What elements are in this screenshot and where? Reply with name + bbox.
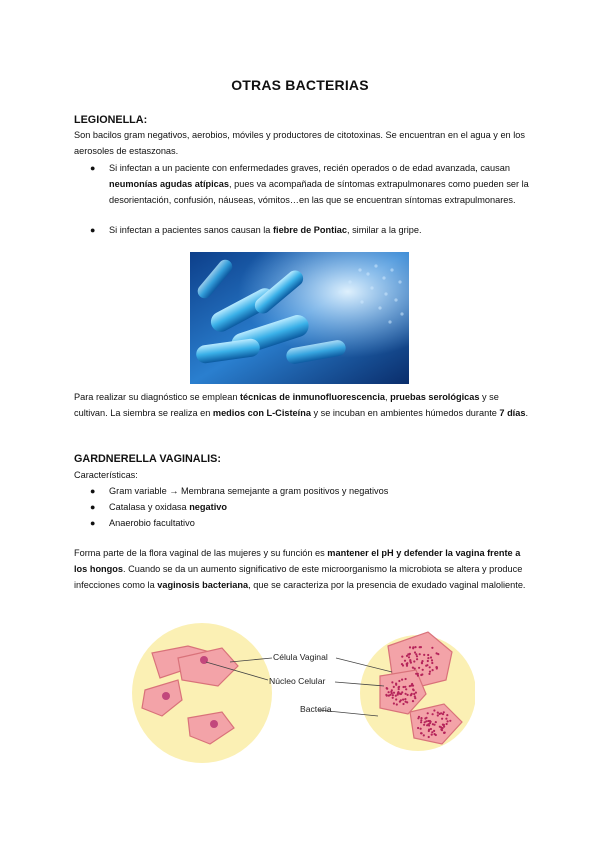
legionella-bullet-2 xyxy=(90,222,530,238)
bacterium xyxy=(413,693,415,695)
bacterium xyxy=(404,660,406,662)
bacterium xyxy=(427,654,429,656)
gardnerella-heading: GARDNERELLA VAGINALIS: xyxy=(74,453,221,465)
item-text: Gram variable → Membrana semejante a gram positivos y negativos xyxy=(109,486,389,496)
item-text: Catalasa y oxidasa xyxy=(109,502,190,512)
bullet-text: Si infectan a un paciente con enfermedades graves, recién operados o de edad avanzada, causan xyxy=(109,163,510,173)
bacterium xyxy=(388,691,390,693)
bacterium xyxy=(415,653,417,655)
bacterium xyxy=(399,693,401,695)
bacterium xyxy=(389,694,391,696)
gardnerella-item-3 xyxy=(90,515,530,531)
bacterium xyxy=(408,656,410,658)
diag-text: , xyxy=(385,392,391,402)
bacterium xyxy=(425,665,427,667)
bacterium xyxy=(420,719,422,721)
bullet-dot: ● xyxy=(90,225,96,235)
item-text: Anaerobio facultativo xyxy=(109,518,195,528)
diag-text: y se incuban en ambientes húmedos durante xyxy=(310,408,500,418)
legionella-micrograph-image xyxy=(190,252,409,384)
bacterium xyxy=(410,684,412,686)
bacterium xyxy=(412,688,414,690)
bacterium xyxy=(397,692,399,694)
diag-text: Para realizar su diagnóstico se emplean xyxy=(74,392,240,402)
bacterium xyxy=(427,723,429,725)
bacterium xyxy=(427,720,429,722)
bacterium xyxy=(409,646,411,648)
bacterium xyxy=(385,694,387,696)
bacterium xyxy=(439,713,441,715)
vaginosis-diagram xyxy=(130,618,475,768)
legionella-bullet-1 xyxy=(90,160,530,208)
bacterium xyxy=(423,724,425,726)
bullet-dot: ● xyxy=(90,163,96,173)
bacterium xyxy=(414,668,416,670)
bacterium xyxy=(406,662,408,664)
bacterium xyxy=(406,701,408,703)
bacterium xyxy=(433,730,435,732)
page-title: OTRAS BACTERIAS xyxy=(231,77,369,93)
gardnerella-paragraph xyxy=(74,545,534,593)
bacterium xyxy=(427,660,429,662)
bullet-dot: ● xyxy=(90,518,96,528)
bacterium xyxy=(414,651,416,653)
bacterium xyxy=(432,713,434,715)
bacterium xyxy=(449,720,451,722)
bacterium xyxy=(431,647,433,649)
cell-nucleus xyxy=(200,656,208,664)
bacterium xyxy=(401,679,403,681)
bacterium xyxy=(412,646,414,648)
bacterium xyxy=(435,721,437,723)
bacterium xyxy=(400,699,402,701)
para-bold: vaginosis bacteriana xyxy=(157,580,249,590)
bacterium xyxy=(430,721,432,723)
bullet-dot: ● xyxy=(90,502,96,512)
bacterium xyxy=(411,693,413,695)
diag-bold: pruebas serológicas xyxy=(390,392,480,402)
diag-bold: medios con L-Cisteína xyxy=(212,408,311,418)
bacterium xyxy=(393,686,395,688)
bacterium xyxy=(392,694,394,696)
bacterium xyxy=(429,666,431,668)
bacterium xyxy=(416,658,418,660)
bacterium xyxy=(419,653,421,655)
characteristics-label: Características: xyxy=(74,470,138,480)
bacterium xyxy=(430,728,432,730)
bacterium xyxy=(412,700,414,702)
bacterium xyxy=(402,699,404,701)
bacterium xyxy=(446,714,448,716)
bacterium xyxy=(419,646,421,648)
bacterium xyxy=(429,671,431,673)
bacterium xyxy=(393,702,395,704)
bacterium xyxy=(409,660,411,662)
bacterium xyxy=(430,656,432,658)
bacterium xyxy=(420,717,422,719)
bacterium xyxy=(433,709,435,711)
bacterium xyxy=(420,721,422,723)
bacterium xyxy=(443,732,445,734)
bacterium xyxy=(442,713,444,715)
bacterium xyxy=(414,695,416,697)
bacterium xyxy=(439,726,441,728)
bacterium xyxy=(414,646,416,648)
bacterium xyxy=(405,678,407,680)
bacterium xyxy=(416,655,418,657)
bacterium xyxy=(407,653,409,655)
bullet-text: , pues va acompañada de síntomas extrapulmonares como pueden ser la desorientación, confusión, náuseas, vómitos…en las que se encuentran síntomas extrapulmonares. xyxy=(109,179,529,205)
bacterium xyxy=(422,669,424,671)
bacterium xyxy=(401,656,403,658)
para-text: . Cuando se da un aumento significativo de este microorganismo la microbiota se altera y produce infecciones como la xyxy=(74,564,523,590)
bacterium xyxy=(445,718,447,720)
bacterium xyxy=(386,687,388,689)
diag-text: y se cultivan. La siembra se realiza en xyxy=(74,392,499,418)
bacterium xyxy=(436,667,438,669)
bacterium xyxy=(423,654,425,656)
bacterium xyxy=(421,732,423,734)
bacterium xyxy=(405,688,407,690)
gardnerella-item-1 xyxy=(90,483,530,499)
bacterium xyxy=(398,680,400,682)
bacterium xyxy=(432,669,434,671)
item-bold: negativo xyxy=(189,502,227,512)
bacterium xyxy=(428,730,430,732)
bacterium xyxy=(437,712,439,714)
bacterium xyxy=(417,675,419,677)
bacterium xyxy=(441,718,443,720)
diag-bold: 7 días xyxy=(499,408,526,418)
bullet-text: Si infectan a pacientes sanos causan la xyxy=(109,225,273,235)
para-text: , que se caracteriza por la presencia de exudado vaginal maloliente. xyxy=(248,580,526,590)
bacterium xyxy=(431,734,433,736)
bacterium xyxy=(425,717,427,719)
bacterium xyxy=(420,728,422,730)
bacterium xyxy=(433,724,435,726)
label-vaginal-cell: Célula Vaginal xyxy=(273,652,328,662)
bacterium xyxy=(431,731,433,733)
bacterium xyxy=(437,714,439,716)
bullet-bold-text: neumonías agudas atípicas xyxy=(109,179,229,189)
bacterium xyxy=(401,663,403,665)
cell-nucleus xyxy=(162,692,170,700)
bacterium xyxy=(417,727,419,729)
bacterium xyxy=(446,723,448,725)
bacterium xyxy=(393,692,395,694)
bacterium xyxy=(402,703,404,705)
para-bold: mantener el pH y defender la vagina frente a los hongos xyxy=(74,548,521,574)
bullet-text: , similar a la gripe. xyxy=(346,225,422,235)
label-cell-nucleus: Núcleo Celular xyxy=(269,676,326,686)
bacterium xyxy=(428,736,430,738)
bacterium xyxy=(442,724,444,726)
bacterium xyxy=(392,697,394,699)
bacterium xyxy=(421,660,423,662)
bacterium xyxy=(413,660,415,662)
bacterium xyxy=(405,693,407,695)
bacterium xyxy=(395,684,397,686)
legionella-heading: LEGIONELLA: xyxy=(74,114,148,126)
gardnerella-item-2 xyxy=(90,499,530,515)
bacterium xyxy=(436,652,438,654)
bacterium xyxy=(428,673,430,675)
diag-text: . xyxy=(525,408,529,418)
bacterium xyxy=(431,662,433,664)
bullet-dot: ● xyxy=(90,486,96,496)
para-text: Forma parte de la flora vaginal de las mujeres y su función es xyxy=(74,548,328,558)
bacterium xyxy=(404,698,406,700)
legionella-diagnosis xyxy=(74,389,534,421)
bacterium xyxy=(395,698,397,700)
bacterium xyxy=(417,717,419,719)
legionella-intro: Son bacilos gram negativos, aerobios, móviles y productores de citotoxinas. Se encuentran en el agua y en los aerosoles de estaszonas. xyxy=(74,130,525,156)
bacterium xyxy=(395,695,397,697)
cell-nucleus xyxy=(210,720,218,728)
bacterium xyxy=(431,659,433,661)
bacterium xyxy=(425,720,427,722)
bullet-bold-text: fiebre de Pontiac xyxy=(272,225,347,235)
bacterium xyxy=(434,733,436,735)
bacterium xyxy=(447,720,449,722)
bacterium xyxy=(396,703,398,705)
bacterium xyxy=(391,681,393,683)
bacterium xyxy=(407,694,409,696)
diag-bold: técnicas de inmunofluorescencia xyxy=(239,392,385,402)
bacterium xyxy=(427,712,429,714)
bacterium xyxy=(404,686,406,688)
label-bacteria: Bacteria xyxy=(300,704,332,714)
bacterium xyxy=(423,734,425,736)
bacterium xyxy=(440,728,442,730)
bacterium xyxy=(427,657,429,659)
bacterium xyxy=(390,691,392,693)
bacterium xyxy=(398,686,400,688)
bacterium xyxy=(421,673,423,675)
bacterium xyxy=(415,692,417,694)
bacterium xyxy=(418,667,420,669)
